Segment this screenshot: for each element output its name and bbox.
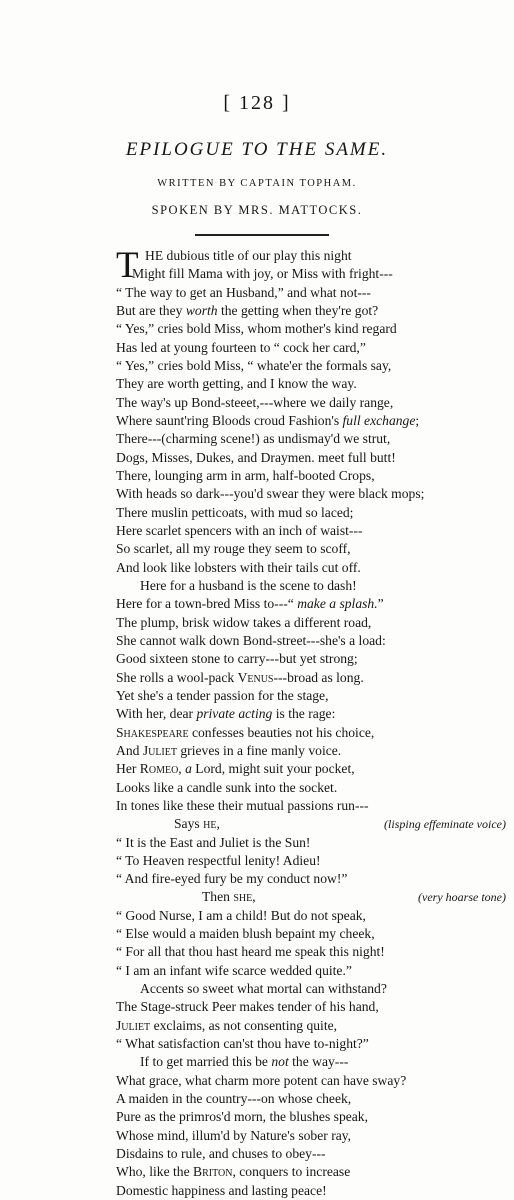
- poem-line: [116, 962, 506, 980]
- poem-text: Whose mind, illum'd by Nature's sober ray,: [116, 1127, 352, 1143]
- poem-line: [116, 247, 506, 265]
- poem-text: “ Good Nurse, I am a child! But do not speak,: [116, 907, 366, 923]
- poem-text: In tones like these their mutual passions run---: [116, 797, 369, 813]
- poem-text: But are they: [116, 302, 186, 318]
- poem-text: Disdains to rule, and chuses to obey---: [116, 1146, 326, 1162]
- poem-text: full exchange: [342, 412, 416, 428]
- poem-text: “ To Heaven respectful lenity! Adieu!: [116, 852, 321, 868]
- poem-text: “ The way to get an Husband,” and what not---: [116, 284, 371, 300]
- poem-text: And: [116, 742, 143, 758]
- poem-text: Her: [116, 761, 140, 777]
- poem-line: [116, 522, 506, 540]
- poem-text: Juliet: [116, 1017, 151, 1033]
- poem-text: grieves in a fine manly voice.: [176, 742, 342, 758]
- poem-line: [116, 1127, 506, 1145]
- poem-line: [116, 852, 506, 870]
- poem-line: [116, 559, 506, 577]
- poem-line: [116, 797, 506, 815]
- author-credit: WRITTEN BY CAPTAIN TOPHAM.: [157, 178, 357, 189]
- stage-direction: (lisping effeminate voice): [384, 817, 506, 832]
- poem-text: Here for a husband is the scene to dash!: [140, 577, 357, 593]
- poem-text: With her, dear: [116, 706, 197, 722]
- poem-text: Juliet: [142, 742, 177, 758]
- poem-line: [116, 284, 506, 302]
- poem-line: [116, 1090, 506, 1108]
- poem-line: [116, 504, 506, 522]
- poem-text: private acting: [196, 706, 273, 722]
- poem-line: [116, 669, 506, 687]
- poem-text: Lord, might suit your pocket,: [191, 761, 355, 777]
- poem-line: [116, 632, 506, 650]
- poem-text: And look like lobsters with their tails cut off.: [116, 559, 361, 575]
- poem-line: [116, 1053, 506, 1071]
- title-rule: [195, 234, 329, 236]
- poem-line: [116, 1072, 506, 1090]
- poem-text: Venus: [237, 669, 274, 685]
- drop-cap: T: [116, 245, 139, 286]
- poem-text: A maiden in the country---on whose cheek,: [116, 1091, 352, 1107]
- poem-text: With heads so dark---you'd swear they were black mops;: [116, 486, 425, 502]
- poem-line: [116, 412, 506, 430]
- poem-line: [116, 302, 506, 320]
- poem-line: [116, 265, 506, 283]
- poem-text: Then: [202, 889, 234, 905]
- speaker-credit: SPOKEN BY MRS. MATTOCKS.: [151, 203, 363, 217]
- poem-text: “ I am an infant wife scarce wedded quite.”: [116, 962, 352, 978]
- poem-line: [116, 540, 506, 558]
- poem-text: Domestic happiness and lasting peace!: [116, 1182, 327, 1198]
- poem-text: Says: [174, 816, 204, 832]
- page-title: EPILOGUE TO THE SAME.: [125, 139, 389, 160]
- poem-text: the way---: [288, 1054, 349, 1070]
- poem-line: [116, 779, 506, 797]
- poem-text: not: [271, 1054, 289, 1070]
- poem-text: Romeo: [139, 761, 179, 777]
- poem-text: make a splash.: [297, 596, 378, 612]
- poem-text: “ Else would a maiden blush bepaint my cheek,: [116, 926, 375, 942]
- poem-line: [116, 320, 506, 338]
- poem-line: [116, 943, 506, 961]
- poem-line: [116, 834, 506, 852]
- poem-text: worth: [185, 302, 218, 318]
- poem-line: [116, 980, 506, 998]
- poem-text: She rolls a wool-pack: [116, 669, 238, 685]
- poem-line: [116, 485, 506, 503]
- poem-line: [116, 705, 506, 723]
- poem-text: “ Yes,” cries bold Miss, whom mother's kind regard: [116, 321, 397, 337]
- stage-direction: (very hoarse tone): [418, 890, 506, 905]
- poem-text: ;: [415, 412, 420, 428]
- poem-text: There, lounging arm in arm, half-booted Crops,: [116, 467, 375, 483]
- poem-text: Good sixteen stone to carry---but yet strong;: [116, 651, 358, 667]
- poem-line: [116, 870, 506, 888]
- poem-text: Has led at young fourteen to “ cock her card,”: [116, 339, 366, 355]
- poem-text: she: [233, 889, 253, 905]
- poem-line: [116, 650, 506, 668]
- poem-line: [116, 449, 506, 467]
- poem-text: ---broad as long.: [273, 669, 364, 685]
- poem-text: Pure as the primros'd morn, the blushes speak,: [116, 1109, 369, 1125]
- poem-text: ,: [178, 761, 186, 777]
- poem-line: [116, 577, 506, 595]
- poem-text: he: [203, 816, 217, 832]
- poem-line: [116, 760, 506, 778]
- poem-line: [116, 888, 506, 906]
- poem-text: , conquers to increase: [232, 1164, 351, 1180]
- poem-text: “ What satisfaction can'st thou have to-night?”: [116, 1036, 369, 1052]
- poem-body: [116, 247, 506, 1200]
- poem-line: [116, 339, 506, 357]
- poem-line: [116, 907, 506, 925]
- poem-text: Shakespeare: [116, 724, 189, 740]
- poem-text: a: [185, 761, 192, 777]
- poem-line: [116, 467, 506, 485]
- poem-text: exclaims, as not consenting quite,: [150, 1017, 338, 1033]
- poem-line: [116, 1017, 506, 1035]
- poem-line: [116, 595, 506, 613]
- poem-text: ,: [216, 816, 220, 832]
- poem-line: [116, 742, 506, 760]
- poem-text: “ Yes,” cries bold Miss, “ whate'er the formals say,: [116, 357, 392, 373]
- poem-text: There---(charming scene!) as undismay'd we strut,: [116, 431, 391, 447]
- poem-text: The way's up Bond-steeet,---where we daily range,: [116, 394, 394, 410]
- poem-text: What grace, what charm more potent can have sway?: [116, 1072, 407, 1088]
- poem-line: [116, 1182, 506, 1200]
- poem-line: [116, 430, 506, 448]
- page-number: [ 128 ]: [223, 92, 291, 114]
- poem-text: Here scarlet spencers with an inch of waist---: [116, 522, 363, 538]
- poem-line: [116, 1108, 506, 1126]
- poem-text: So scarlet, all my rouge they seem to scoff,: [116, 541, 351, 557]
- poem-text: Who, like the: [116, 1164, 194, 1180]
- poem-text: Here for a town-bred Miss to---“: [116, 596, 298, 612]
- poem-text: The plump, brisk widow takes a different road,: [116, 614, 372, 630]
- poem-line: [116, 1035, 506, 1053]
- poem-text: The Stage-struck Peer makes tender of his hand,: [116, 999, 379, 1015]
- poem-text: They are worth getting, and I know the way.: [116, 376, 357, 392]
- poem-line: [116, 375, 506, 393]
- poem-text: There muslin petticoats, with mud so laced;: [116, 504, 354, 520]
- poem-text: Yet she's a tender passion for the stage,: [116, 687, 329, 703]
- poem-text: Where saunt'ring Bloods croud Fashion's: [116, 412, 343, 428]
- poem-text: the getting when they're got?: [217, 302, 379, 318]
- poem-text: is the rage:: [272, 706, 336, 722]
- poem-line: [116, 357, 506, 375]
- poem-line: [116, 815, 506, 833]
- poem-text: Looks like a candle sunk into the socket.: [116, 779, 338, 795]
- poem-line: [116, 925, 506, 943]
- poem-line: [116, 1145, 506, 1163]
- poem-text: confesses beauties not his choice,: [188, 724, 375, 740]
- poem-text: ,: [252, 889, 256, 905]
- poem-line: [116, 614, 506, 632]
- poem-text: Accents so sweet what mortal can withstand?: [140, 981, 387, 997]
- poem-line: [116, 394, 506, 412]
- poem-text: HE dubious title of our play this night: [145, 248, 352, 263]
- poem-text: “ It is the East and Juliet is the Sun!: [116, 834, 311, 850]
- poem-line: [116, 998, 506, 1016]
- poem-line: [116, 687, 506, 705]
- poem-line: [116, 724, 506, 742]
- poem-text: Dogs, Misses, Dukes, and Draymen. meet full butt!: [116, 449, 396, 465]
- poem-text: She cannot walk down Bond-street---she's a load:: [116, 632, 386, 648]
- poem-text: ”: [377, 596, 384, 612]
- poem-text: “ For all that thou hast heard me speak this night!: [116, 944, 385, 960]
- poem-text: Might fill Mama with joy, or Miss with fright---: [132, 266, 393, 282]
- poem-text: “ And fire-eyed fury be my conduct now!”: [116, 871, 348, 887]
- poem-text: Briton: [193, 1164, 233, 1180]
- poem-text: If to get married this be: [140, 1054, 272, 1070]
